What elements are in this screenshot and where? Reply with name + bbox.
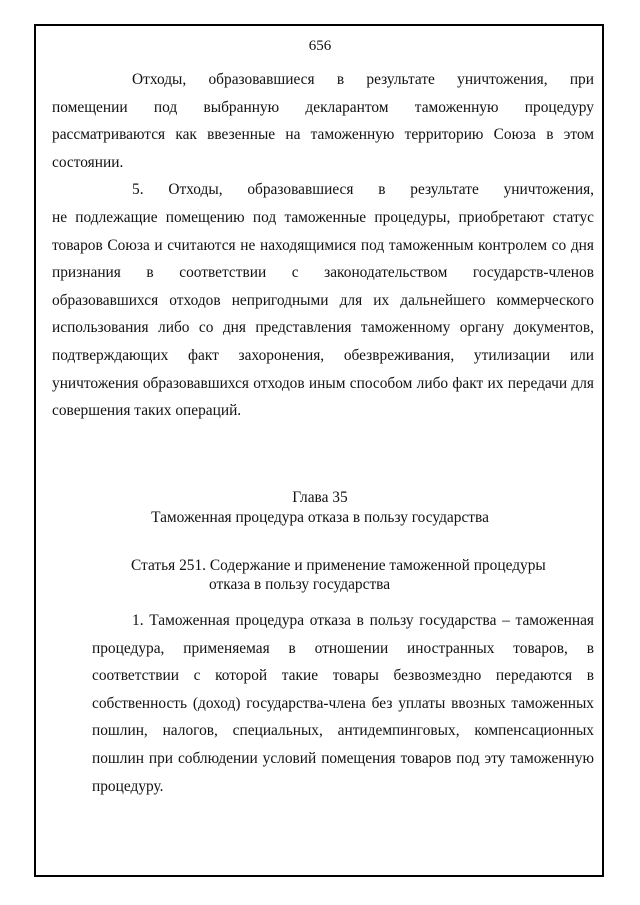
body-section-top (52, 66, 594, 425)
article-title-line2: отказа в пользу государства (209, 576, 391, 593)
chapter-number: Глава 35 (292, 489, 348, 506)
paragraph-first-line: 5. Отходы, образовавшиеся в результате уничтожения, (132, 181, 594, 199)
article-heading (0, 556, 640, 594)
paragraph-first-line: Отходы, образовавшиеся в результате уничтожения, при (132, 71, 594, 88)
paragraph-item-1: 1. Таможенная процедура отказа в пользу государства – таможенная процедура, применяемая в отношении иностранных товаров, в соответствии с которой такие товары безвозмездно передаются в собственность (доход) государства-члена без уплаты ввозных таможенных пошлин, налогов, специальных, антидемпинговых, компенсационных пошлин при соблюдении условий помещения товаров под эту таможенную процедуру. (92, 612, 594, 795)
paragraph-body: не подлежащие помещению под таможенные процедуры, приобретают статус товаров Союза и считаются не находящимися под таможенным контролем со дня признания в соответствии с законодательством государств-членов образовавшихся отходов непригодными для их дальнейшего коммерческого использования либо со дня представления таможенному органу документов, подтверждающих факт захоронения, обезвреживания, утилизации или уничтожения образовавшихся отходов иным способом либо факт их передачи для совершения таких операций. (52, 208, 594, 420)
chapter-title: Таможенная процедура отказа в пользу государства (151, 509, 489, 526)
body-section-bottom (92, 607, 594, 800)
article-title-line1: Статья 251. Содержание и применение таможенной процедуры (131, 557, 546, 574)
paragraph-item-5 (52, 176, 594, 424)
paragraph-body: помещении под выбранную декларантом таможенную процедуру рассматриваются как ввезенные на таможенную территорию Союза в этом состоянии. (52, 98, 594, 171)
paragraph-waste-placement (52, 66, 594, 176)
chapter-heading (0, 488, 640, 528)
page-number: 656 (308, 38, 332, 54)
